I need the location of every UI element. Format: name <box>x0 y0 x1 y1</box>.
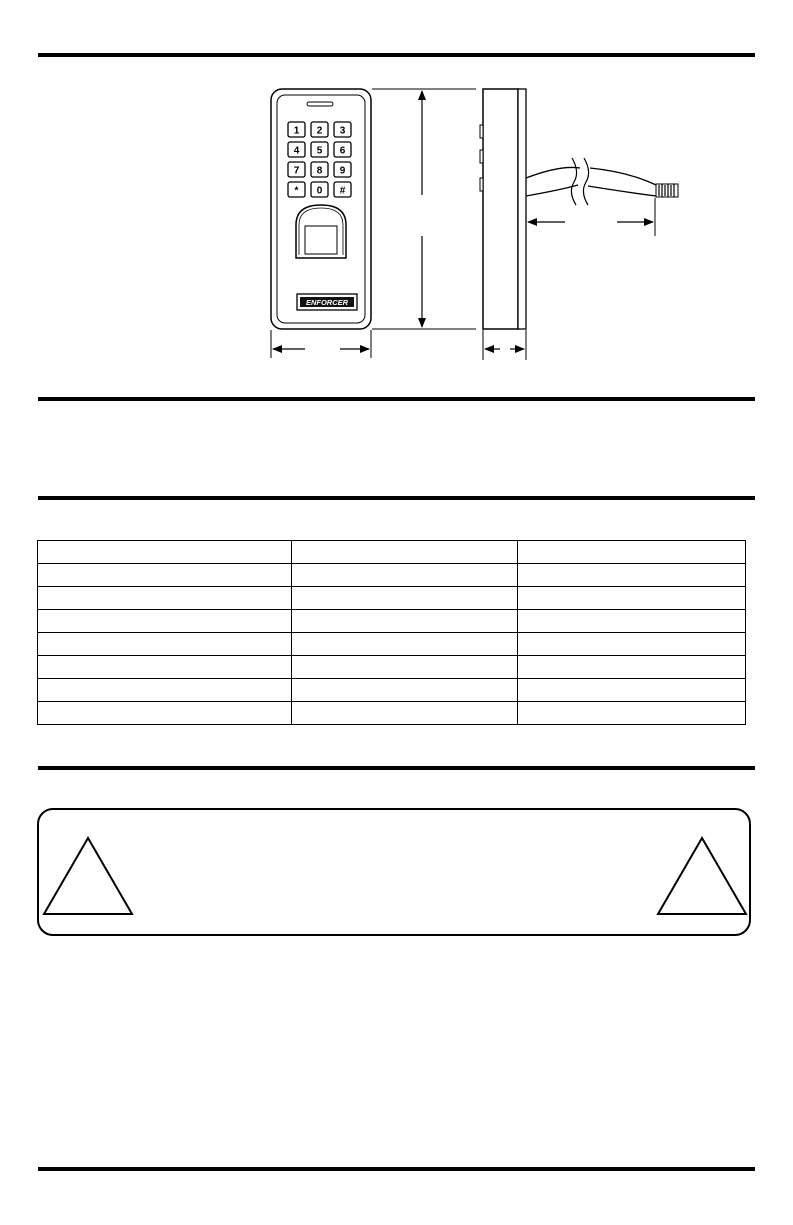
table-cell <box>38 679 292 702</box>
bottom-section-rule <box>38 1167 755 1171</box>
keypad-key-1 <box>288 122 305 137</box>
keypad-key-label: 9 <box>339 165 346 177</box>
table-row <box>38 587 746 610</box>
table-cell <box>38 541 292 564</box>
table-cell <box>518 702 746 725</box>
brand-badge <box>297 294 357 310</box>
warning-triangle-icon <box>42 836 134 916</box>
table-cell <box>518 633 746 656</box>
warning-section-rule <box>38 766 755 770</box>
table-cell <box>38 656 292 679</box>
table-cell <box>292 587 518 610</box>
table-cell <box>292 564 518 587</box>
keypad-key-label: 5 <box>316 145 323 157</box>
table-row <box>38 541 746 564</box>
keypad-key-label: 7 <box>293 165 300 177</box>
table-row <box>38 610 746 633</box>
keypad-key-label: 6 <box>339 145 346 157</box>
cable-wire-ends <box>656 184 678 197</box>
table-cell <box>292 702 518 725</box>
keypad-key-label: 2 <box>316 125 323 137</box>
keypad-key-label: 0 <box>316 185 323 197</box>
keypad-key-0 <box>311 182 328 197</box>
table-cell <box>292 610 518 633</box>
table-cell <box>518 564 746 587</box>
table-row <box>38 633 746 656</box>
keypad-key-label: 4 <box>293 145 300 157</box>
keypad-key-9 <box>334 162 351 177</box>
keypad-key-label: 3 <box>339 125 346 137</box>
table-cell <box>518 679 746 702</box>
table-row <box>38 656 746 679</box>
keypad-key-hash <box>334 182 351 197</box>
warning-box <box>37 808 751 936</box>
keypad-key-8 <box>311 162 328 177</box>
specifications-table <box>37 540 746 725</box>
keypad-key-label: # <box>339 185 346 197</box>
front-view <box>271 89 371 329</box>
warning-triangle-icon <box>656 836 748 916</box>
table-cell <box>38 702 292 725</box>
table-cell <box>38 633 292 656</box>
cable <box>526 158 678 205</box>
table-cell <box>292 656 518 679</box>
table-cell <box>38 610 292 633</box>
table-row <box>38 564 746 587</box>
keypad-key-label: * <box>294 185 299 197</box>
specs-section-rule <box>38 496 755 500</box>
height-dimension <box>372 89 476 329</box>
cable-length-dimension <box>528 198 655 236</box>
keypad-key-3 <box>334 122 351 137</box>
width-dimension <box>271 330 371 358</box>
keypad-key-label: 1 <box>293 125 300 137</box>
table-cell <box>518 610 746 633</box>
table-cell <box>38 587 292 610</box>
keypad-key-4 <box>288 142 305 157</box>
table-cell <box>518 656 746 679</box>
fingerprint-sensor <box>296 205 346 258</box>
table-row <box>38 679 746 702</box>
table-cell <box>292 633 518 656</box>
keypad-key-star <box>288 182 305 197</box>
table-cell <box>292 679 518 702</box>
keypad-key-6 <box>334 142 351 157</box>
table-cell <box>38 564 292 587</box>
table-cell <box>292 541 518 564</box>
product-dimension-drawing <box>0 0 793 400</box>
keypad-key-7 <box>288 162 305 177</box>
side-view <box>480 89 526 329</box>
table-row <box>38 702 746 725</box>
keypad-key-5 <box>311 142 328 157</box>
table-cell <box>518 541 746 564</box>
brand-label: ENFORCER <box>305 298 349 307</box>
keypad-key-2 <box>311 122 328 137</box>
depth-dimension <box>483 330 526 360</box>
keypad-key-label: 8 <box>316 165 323 177</box>
table-cell <box>518 587 746 610</box>
